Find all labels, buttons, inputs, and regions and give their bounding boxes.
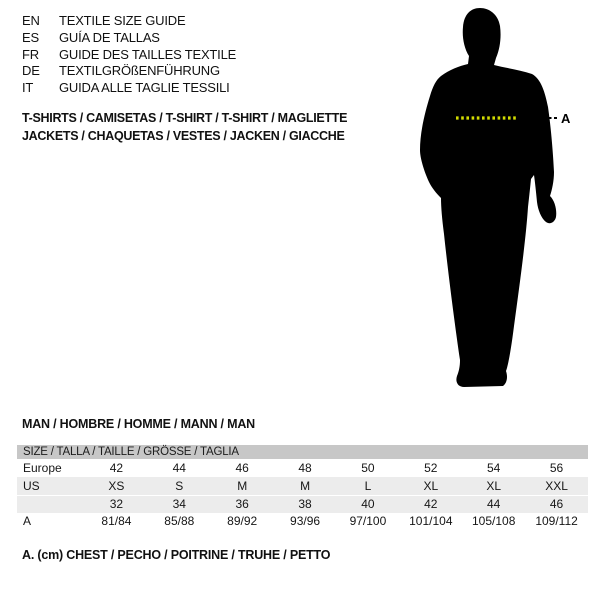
row-label: Europe	[23, 461, 62, 475]
man-silhouette	[420, 8, 556, 387]
size-cell: 81/84	[101, 514, 132, 528]
size-cell: 56	[549, 461, 564, 475]
language-code: IT	[22, 80, 34, 96]
size-cell: XXL	[545, 479, 568, 493]
size-cell: 93/96	[290, 514, 321, 528]
size-cell: XL	[423, 479, 439, 493]
size-cell: 52	[424, 461, 438, 475]
size-cell: M	[300, 479, 311, 493]
language-label: TEXTILGRÖßENFÜHRUNG	[59, 63, 220, 79]
size-cell: 42	[109, 461, 124, 475]
language-label: TEXTILE SIZE GUIDE	[59, 13, 186, 28]
row-label	[17, 496, 85, 513]
language-code: FR	[22, 46, 39, 62]
size-cell: M	[237, 479, 248, 493]
size-cell: 38	[298, 497, 312, 511]
language-code: DE	[22, 63, 40, 79]
size-cell: 89/92	[227, 514, 258, 528]
table-row-chest-a	[17, 513, 588, 530]
size-cell: 101/104	[409, 514, 453, 528]
size-cell: 105/108	[471, 514, 516, 528]
section-title-man: MAN / HOMBRE / HOMME / MANN / MAN	[22, 417, 255, 431]
language-label: GUIDE DES TAILLES TEXTILE	[59, 46, 237, 62]
size-cell: 85/88	[164, 514, 195, 528]
measurement-footnote: A. (cm) CHEST / PECHO / POITRINE / TRUHE / PETTO	[22, 548, 331, 562]
language-label: GUÍA DE TALLAS	[59, 29, 160, 45]
size-cell: 44	[172, 461, 186, 475]
size-cell: 42	[424, 497, 438, 511]
size-cell: XL	[486, 479, 502, 493]
table-row-europe	[17, 459, 588, 477]
row-label: A	[23, 514, 32, 528]
measure-label-a: A	[561, 111, 571, 126]
size-cell: 32	[109, 497, 124, 511]
row-label: US	[23, 479, 40, 493]
size-cell: L	[364, 479, 372, 493]
size-cell: S	[175, 479, 184, 493]
size-cell: 40	[361, 497, 375, 511]
size-cell: XS	[108, 479, 125, 493]
language-code: ES	[22, 29, 39, 45]
size-cell: 44	[487, 497, 501, 511]
category-line-jackets: JACKETS / CHAQUETAS / VESTES / JACKEN / GIACCHE	[22, 129, 345, 143]
table-row-us	[17, 477, 588, 496]
size-cell: 34	[172, 497, 186, 511]
size-table-header: SIZE / TALLA / TAILLE / GRÖSSE / TAGLIA	[17, 445, 588, 459]
size-table	[17, 445, 588, 530]
size-cell: 109/112	[535, 514, 578, 528]
size-cell: 36	[235, 497, 249, 511]
language-label: GUIDA ALLE TAGLIE TESSILI	[59, 80, 230, 96]
size-cell: 46	[235, 461, 249, 475]
size-cell: 97/100	[349, 514, 387, 528]
category-line-tshirts: T-SHIRTS / CAMISETAS / T-SHIRT / T-SHIRT / MAGLIETTE	[22, 111, 348, 125]
size-cell: 48	[298, 461, 312, 475]
size-cell: 50	[361, 461, 375, 475]
size-cell: 54	[487, 461, 501, 475]
table-row-alt-sizes	[17, 496, 588, 513]
language-code: EN	[22, 13, 40, 28]
size-cell: 46	[549, 497, 564, 511]
